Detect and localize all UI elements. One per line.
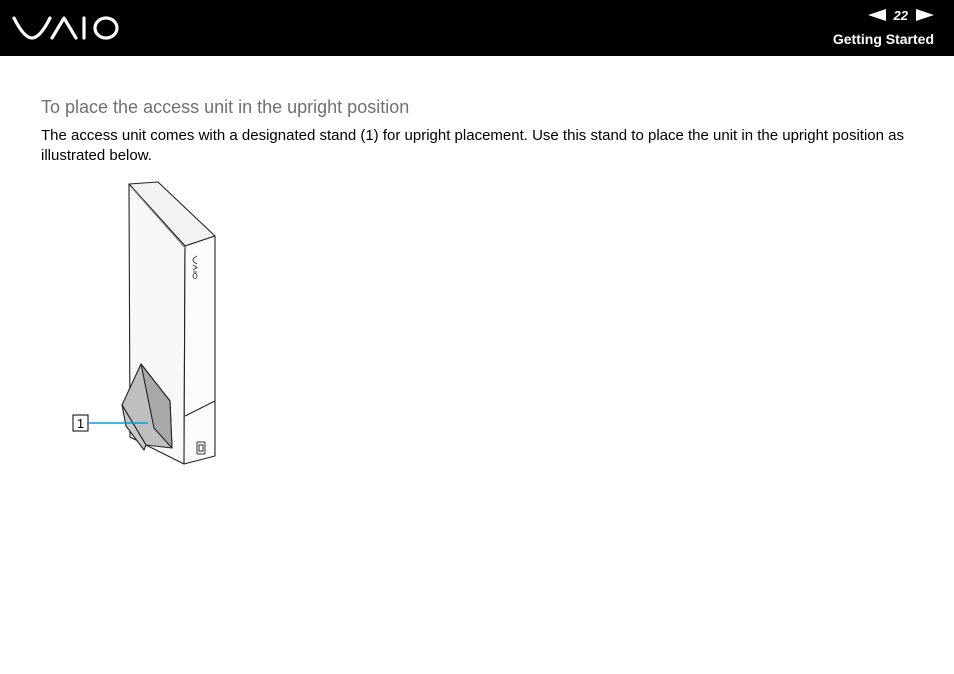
section-title[interactable]: Getting Started [832,31,934,47]
body-paragraph: The access unit comes with a designated stand (1) for upright placement. Use this stand to place the unit in the upright position as illustrated below. [41,127,904,164]
page-navigation [868,7,934,23]
next-page-arrow-icon[interactable] [916,9,934,21]
vaio-logo-icon [12,15,120,41]
upright-unit-illustration [60,178,230,470]
prev-page-arrow-icon[interactable] [868,9,886,21]
page-header [0,0,954,56]
page-heading: To place the access unit in the upright position [41,97,410,117]
callout-label: 1 [76,416,85,431]
page-number: 22 [893,7,908,23]
